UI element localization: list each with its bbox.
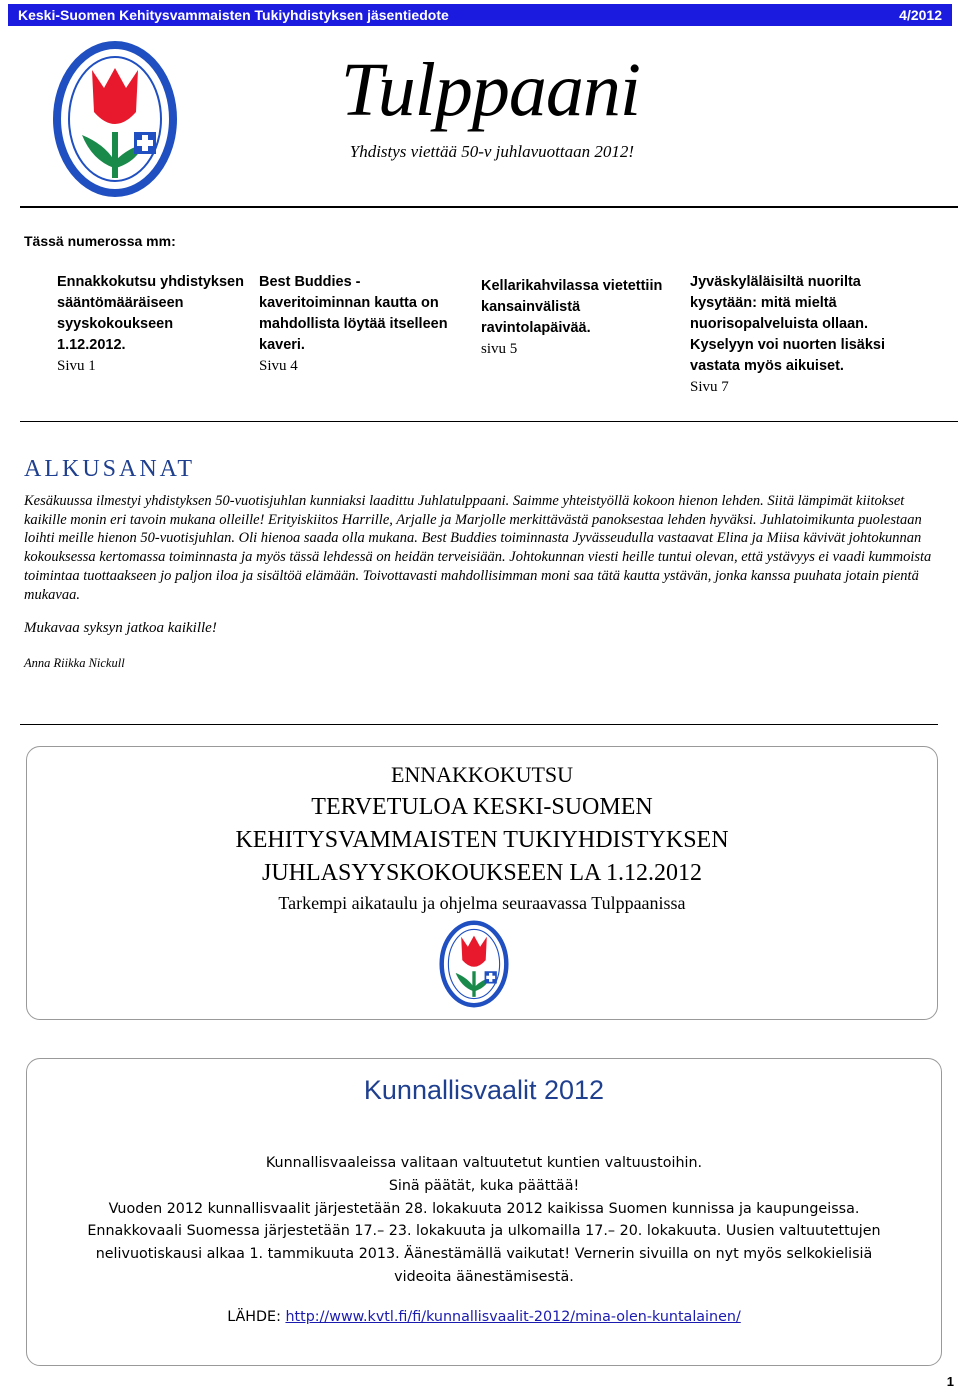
elections-line: Kunnallisvaaleissa valitaan valtuutetut kuntien valtuustoihin. [265,1155,703,1171]
divider [20,724,938,725]
newsletter-publisher: Keski-Suomen Kehitysvammaisten Tukiyhdistyksen jäsentiedote [18,7,449,23]
issue-number: 4/2012 [899,7,942,23]
contents-item: Kellarikahvilassa vietettiin kansainvälistä ravintolapäivää. sivu 5 [481,276,681,360]
elections-line: nelivuotiskausi alkaa 1. tammikuuta 2013. Äänestämällä vaikutat! Vernerin sivuilla on nyt myös selkokielisiä [95,1246,873,1263]
contents-title: Tässä numerossa mm: [24,233,176,249]
elections-title: Kunnallisvaalit 2012 [363,1075,605,1105]
elections-line: Vuoden 2012 kunnallisvaalit järjestetään 28. lokakuuta 2012 kaikissa Suomen kunnissa ja kaupungeissa. [108,1200,860,1217]
contents-page: Sivu 7 [690,379,729,395]
contents-page: Sivu 4 [259,358,298,374]
invitation-line: TERVETULOA KESKI-SUOMEN [311,794,653,820]
masthead-tagline: Yhdistys viettää 50-v juhlavuottaan 2012! [349,142,634,161]
foreword-closing: Mukavaa syksyn jatkoa kaikille! [24,620,217,636]
divider [20,206,958,208]
contents-item: Best Buddies - kaveritoiminnan kautta on mahdollista löytää itselleen kaveri. Sivu 4 [259,272,464,377]
invitation-line: Tarkempi aikataulu ja ohjelma seuraavassa Tulppaanissa [278,893,686,913]
contents-page: sivu 5 [481,341,518,357]
contents-page: Sivu 1 [57,358,96,374]
foreword-heading: ALKUSANAT [24,456,195,482]
contents-item: Jyväskyläläisiltä nuorilta kysytään: mitä mieltä nuorisopalveluista ollaan. Kyselyyn voi nuorten lisäksi vastata myös aikuiset. Sivu 7 [690,272,905,398]
invitation-line: ENNAKKOKUTSU [390,762,574,787]
elections-line: Ennakkovaali Suomessa järjestetään 17.– 23. lokakuuta ja ulkomailla 17.– 20. lokakuuta. Uusien valtuutettujen [87,1223,881,1240]
header-bar [8,4,952,26]
foreword-signature: Anna Riikka Nickull [24,656,125,670]
invitation-line: JUHLASYYSKOKOUKSEEN LA 1.12.2012 [261,860,702,886]
elections-line: Sinä päätät, kuka päättää! [388,1177,580,1194]
divider [20,421,958,422]
invitation-line: KEHITYSVAMMAISTEN TUKIYHDISTYKSEN [235,827,729,853]
source-label: LÄHDE: [227,1309,286,1325]
tulip-logo-icon [52,40,178,198]
page-number: 1 [946,1374,954,1389]
tulip-logo-icon [438,920,510,1008]
contents-item: Ennakkokutsu yhdistyksen sääntömääräiseen syyskokoukseen 1.12.2012. Sivu 1 [57,272,252,377]
elections-line: videoita äänestämisestä. [394,1268,574,1285]
masthead-title: Tulppaani [340,48,640,132]
foreword-paragraph: Kesäkuussa ilmestyi yhdistyksen 50-vuotisjuhlan kunniaksi laadittu Juhlatulppaani. Saimme yhteistyöllä kokoon hienon lehden. Siitä lämpimät kiitokset kaikille monin eri tavoin mukana olleille! Erityiskiitos Harrille, Arjalle ja Marjolle merkittävästä panoksestaa lehden hyväksi. Juhlatoimikunta puolestaan loihti meille hienon 50-vuotisjuhlan. Oli hienoa saada olla mukana. Best Buddies toiminnasta Jyvässeudulla vastaavat Elina ja Miisa kävivät johtokunnan kokouksessa kertomassa toiminnasta ja myös tässä lehdessä on heidän terveisiään. Johtokunnan viesti heille tuntui olevan, että ystävyys ei vaadi kummoista toimintaa tuottaakseen jo paljon iloa ja sisältöä elämään. Toivottavasti mahdollisimman moni saa tätä kautta ystävän, jonka kanssa puuhata jotain pientä mukavaa. [24,493,932,603]
elections-source [26,1309,942,1325]
elections-text [26,1152,942,1289]
source-link[interactable]: http://www.kvtl.fi/fi/kunnallisvaalit-2012/mina-olen-kuntalainen/ [285,1309,741,1325]
